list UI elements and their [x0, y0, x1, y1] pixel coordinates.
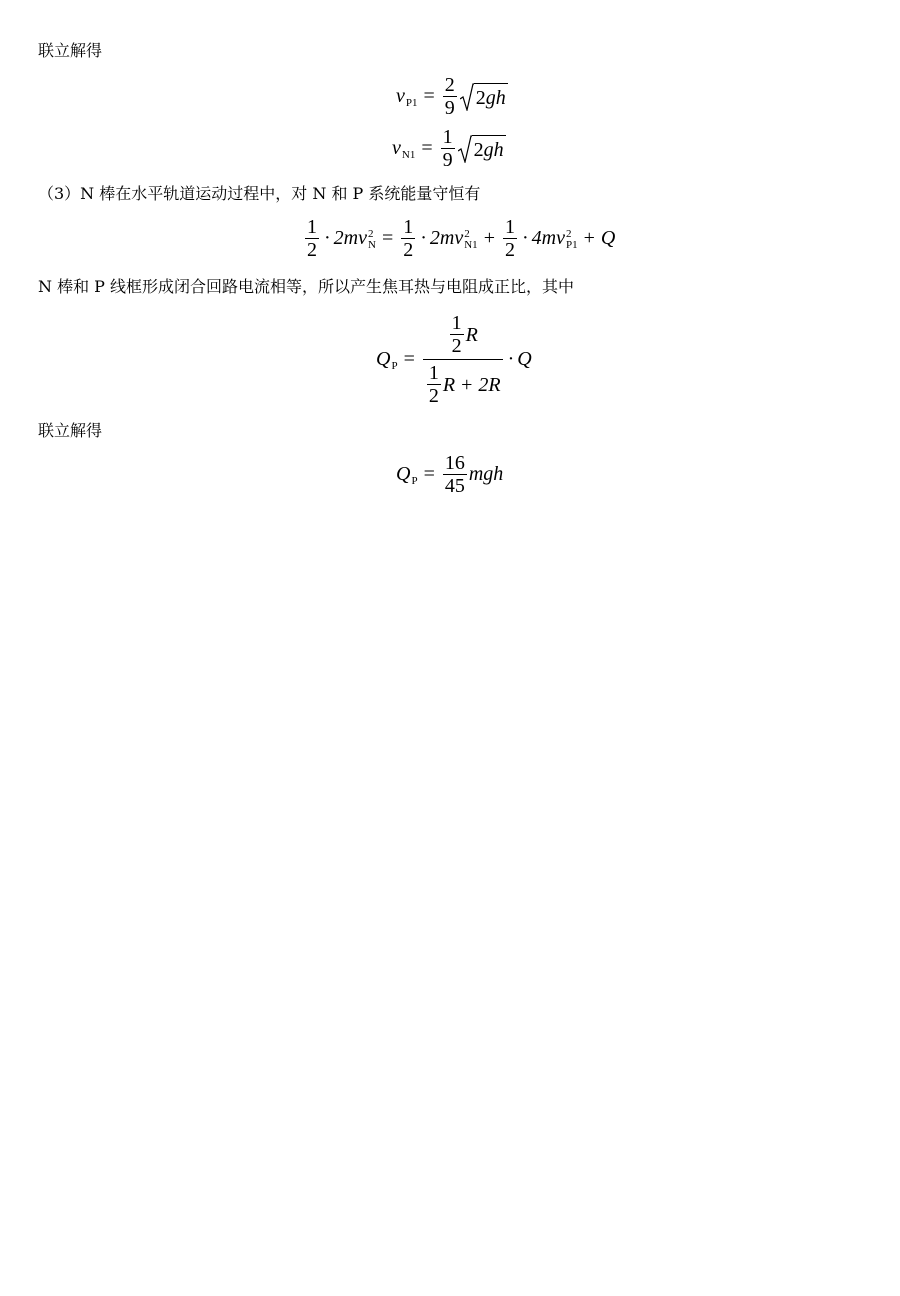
eq4-bot-r: R: [442, 373, 456, 396]
equation-qp-ratio: [376, 312, 532, 407]
eq3-sub-2: N1: [464, 238, 478, 251]
eq3-sup-3: 2: [565, 227, 572, 240]
current-note: N 棒和 P 线框形成闭合回路电流相等，所以产生焦耳热与电阻成正比，其中: [38, 277, 575, 296]
eq2-radicand-var: gh: [483, 138, 504, 161]
eq3-sup-1: 2: [368, 227, 374, 240]
eq3-supsub-2: [464, 229, 477, 251]
part3-intro: （3）N 棒在水平轨道运动过程中，对 N 和 P 系统能量守恒有: [38, 184, 481, 203]
eq4-q: Q: [517, 348, 532, 370]
eq3-q: Q: [600, 227, 616, 249]
eq2-radicand-coef: 2: [473, 138, 484, 161]
eq4-lhs: Q: [376, 348, 391, 370]
eq1-radicand-var: gh: [485, 86, 506, 109]
eq1-var: v: [396, 85, 405, 107]
eq3-plus-2: +: [583, 227, 595, 249]
eq4-main-bar: [423, 359, 503, 360]
eq4-top-num: 1: [451, 312, 462, 334]
radical-sign-icon: [460, 83, 474, 111]
eq3-f3-den: 2: [504, 239, 515, 261]
eq1-numerator: 2: [444, 74, 455, 96]
eq3-term-2: 2mv: [429, 227, 464, 249]
equation-qp-result: [396, 452, 503, 497]
eq4-lhs-sub: P: [391, 359, 398, 372]
eq4-top-half: [450, 312, 464, 357]
eq4-bot-den: 2: [428, 385, 439, 407]
eq3-fraction-2: [401, 216, 415, 261]
eq1-sqrt: [460, 83, 508, 111]
eq2-equals: =: [421, 137, 433, 159]
eq3-f1-den: 2: [307, 239, 317, 261]
eq3-sup-2: 2: [464, 227, 470, 240]
eq4-bottom-half: [427, 362, 441, 407]
eq5-tail: mgh: [468, 463, 504, 485]
solve-label-2: 联立解得: [38, 421, 103, 440]
eq3-f3-num: 1: [504, 216, 515, 238]
eq3-fraction-1: [305, 216, 319, 261]
eq3-dot-2: ·: [420, 227, 427, 249]
eq4-dot: ·: [507, 348, 515, 370]
eq3-equals: =: [381, 227, 394, 249]
eq2-var: v: [392, 137, 401, 159]
eq3-sub-1: N: [368, 238, 376, 251]
eq5-equals: =: [423, 463, 435, 485]
eq3-term-3: 4mv: [531, 227, 565, 249]
eq1-radicand-coef: 2: [475, 86, 486, 109]
eq3-dot-1: ·: [324, 227, 331, 249]
eq1-equals: =: [423, 85, 435, 107]
eq3-plus-1: +: [483, 227, 495, 249]
eq4-bot-num: 1: [428, 362, 439, 384]
eq4-top-r: R: [465, 323, 478, 346]
eq3-dot-3: ·: [521, 227, 529, 249]
eq4-bot-2r: 2R: [478, 373, 501, 396]
eq5-den: 45: [444, 475, 465, 497]
eq1-fraction: [443, 74, 457, 119]
eq3-sub-3: P1: [565, 238, 578, 251]
equation-energy-conservation: [303, 216, 615, 261]
eq2-numerator: 1: [442, 126, 453, 148]
eq2-sub: N1: [401, 148, 416, 161]
eq4-bottom: [423, 362, 503, 407]
equation-v-p1: [396, 74, 508, 119]
eq3-term-1: 2mv: [333, 227, 367, 249]
eq4-top: [446, 312, 480, 357]
eq2-sqrt: [458, 135, 506, 163]
eq2-denominator: 9: [442, 149, 453, 171]
radical-sign-icon: [458, 135, 472, 163]
solve-label-1: 联立解得: [38, 41, 103, 60]
equation-v-n1: [392, 126, 506, 171]
eq4-top-den: 2: [451, 335, 462, 357]
eq5-num: 16: [444, 452, 465, 474]
eq4-equals: =: [403, 348, 415, 370]
eq3-supsub-3: [566, 229, 578, 251]
eq3-f2-den: 2: [403, 239, 414, 261]
eq5-lhs-sub: P: [411, 474, 418, 487]
eq3-fraction-3: [503, 216, 517, 261]
eq3-f1-num: 1: [307, 216, 317, 238]
eq2-fraction: [441, 126, 455, 171]
eq1-denominator: 9: [444, 97, 455, 119]
eq3-supsub-1: [368, 229, 376, 251]
eq4-bot-plus: +: [461, 373, 473, 396]
eq3-f2-num: 1: [403, 216, 414, 238]
eq4-big-fraction: [423, 312, 503, 407]
eq5-fraction: [443, 452, 467, 497]
eq5-lhs: Q: [396, 463, 411, 485]
eq1-sub: P1: [405, 96, 418, 109]
